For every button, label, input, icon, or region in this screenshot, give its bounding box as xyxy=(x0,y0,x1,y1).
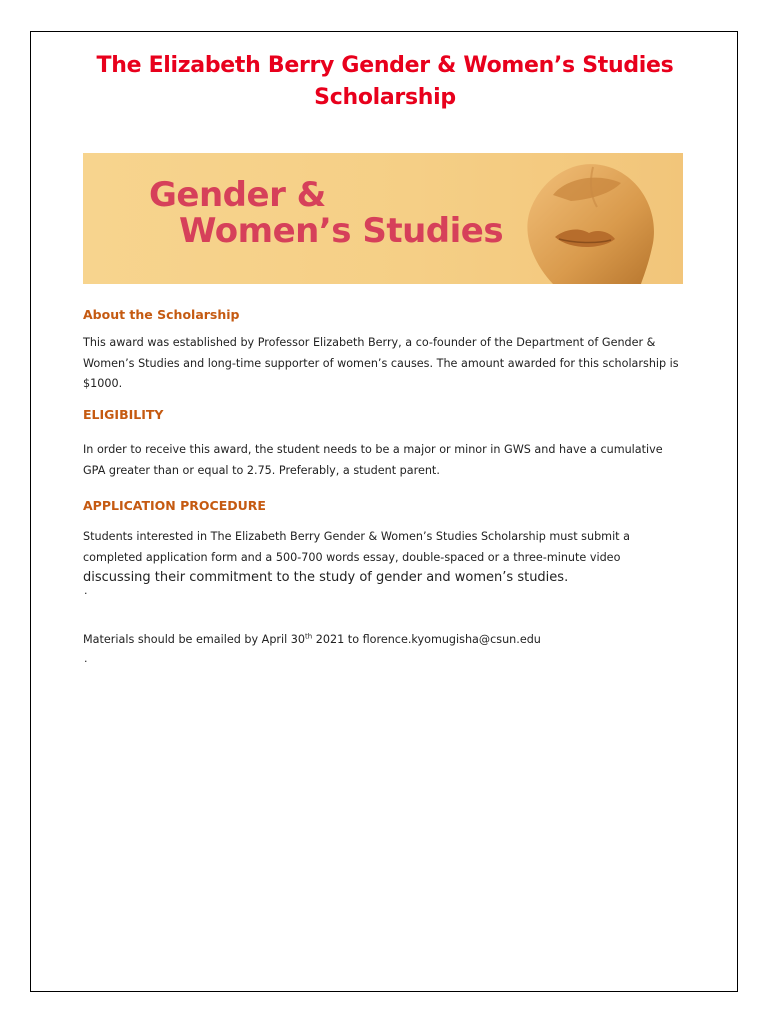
title-line-1: The Elizabeth Berry Gender & Women’s Studies xyxy=(96,53,674,78)
materials-prefix: Materials should be emailed by April 30 xyxy=(83,633,306,646)
banner-line-1: Gender & xyxy=(149,175,326,215)
about-text: This award was established by Professor Elizabeth Berry, a co-founder of the Department of Gender & Women’s Studies and long-time supporter of women’s causes. The amount awarded for this scholarship is $1000. xyxy=(83,336,679,390)
materials-superscript: th xyxy=(305,632,313,641)
procedure-text-part-2: discussing their commitment to the study of gender and women’s studies. xyxy=(83,570,569,585)
title-line-2: Scholarship xyxy=(314,85,456,110)
banner-text xyxy=(149,177,503,249)
materials-text xyxy=(83,630,683,651)
procedure-text xyxy=(83,527,683,589)
eligibility-text: In order to receive this award, the student needs to be a major or minor in GWS and have a cumulative GPA greater than or equal to 2.75. Preferably, a student parent. xyxy=(83,443,663,477)
banner-image xyxy=(83,153,683,284)
page-title xyxy=(40,50,730,114)
about-heading: About the Scholarship xyxy=(83,307,240,322)
banner-line-2: Women’s Studies xyxy=(179,211,504,251)
materials-suffix: 2021 to florence.kyomugisha@csun.edu xyxy=(312,633,541,646)
procedure-dot: . xyxy=(84,584,88,597)
eligibility-heading: ELIGIBILITY xyxy=(83,407,164,422)
procedure-text-part-1: Students interested in The Elizabeth Berry Gender & Women’s Studies Scholarship must submit a completed application form and a 500-700 words essay, double-spaced or a three-minute video xyxy=(83,530,630,564)
sculpture-face-image xyxy=(493,153,683,284)
materials-dot: . xyxy=(84,652,88,665)
procedure-heading: APPLICATION PROCEDURE xyxy=(83,498,266,513)
